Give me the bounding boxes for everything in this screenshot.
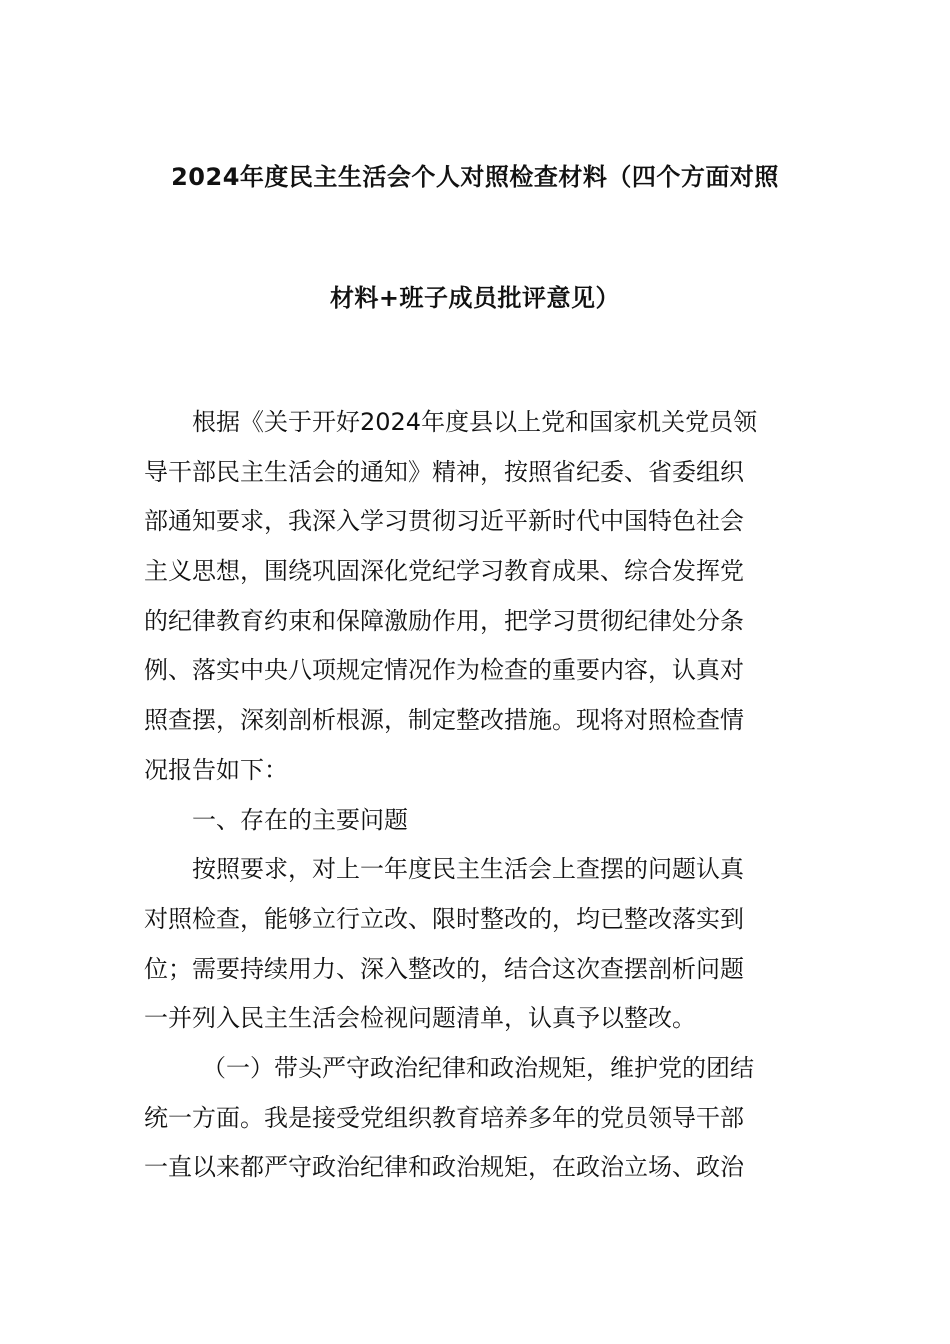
body-line: 根据《关于开好2024年度县以上党和国家机关党员领 [192, 408, 758, 436]
body-line: 主义思想，围绕巩固深化党纪学习教育成果、综合发挥党 [144, 557, 744, 586]
body-line: 对照检查，能够立行立改、限时整改的，均已整改落实到 [144, 904, 744, 933]
body-line: 位；需要持续用力、深入整改的，结合这次查摆剖析问题 [144, 954, 744, 983]
document-title-line-1: 2024年度民主生活会个人对照检查材料（四个方面对照 [171, 163, 779, 191]
body-line: 照查摆，深刻剖析根源，制定整改措施。现将对照检查情 [144, 706, 744, 735]
body-line: 部通知要求，我深入学习贯彻习近平新时代中国特色社会 [144, 507, 744, 536]
body-line: 的纪律教育约束和保障激励作用，把学习贯彻纪律处分条 [144, 606, 744, 635]
document-title-line-2: 材料+班子成员批评意见） [329, 284, 621, 312]
body-line: 导干部民主生活会的通知》精神，按照省纪委、省委组织 [144, 457, 744, 486]
body-line: 统一方面。我是接受党组织教育培养多年的党员领导干部 [144, 1103, 744, 1132]
body-line: 按照要求，对上一年度民主生活会上查摆的问题认真 [192, 855, 744, 884]
body-line: 例、落实中央八项规定情况作为检查的重要内容，认真对 [144, 656, 744, 685]
subsection-line: （一）带头严守政治纪律和政治规矩，维护党的团结 [202, 1053, 754, 1082]
body-line: 一直以来都严守政治纪律和政治规矩，在政治立场、政治 [144, 1153, 744, 1182]
section-heading: 一、存在的主要问题 [192, 805, 408, 834]
body-line: 况报告如下： [144, 755, 288, 784]
document-body [144, 398, 808, 1193]
body-line: 一并列入民主生活会检视问题清单，认真予以整改。 [144, 1004, 696, 1033]
